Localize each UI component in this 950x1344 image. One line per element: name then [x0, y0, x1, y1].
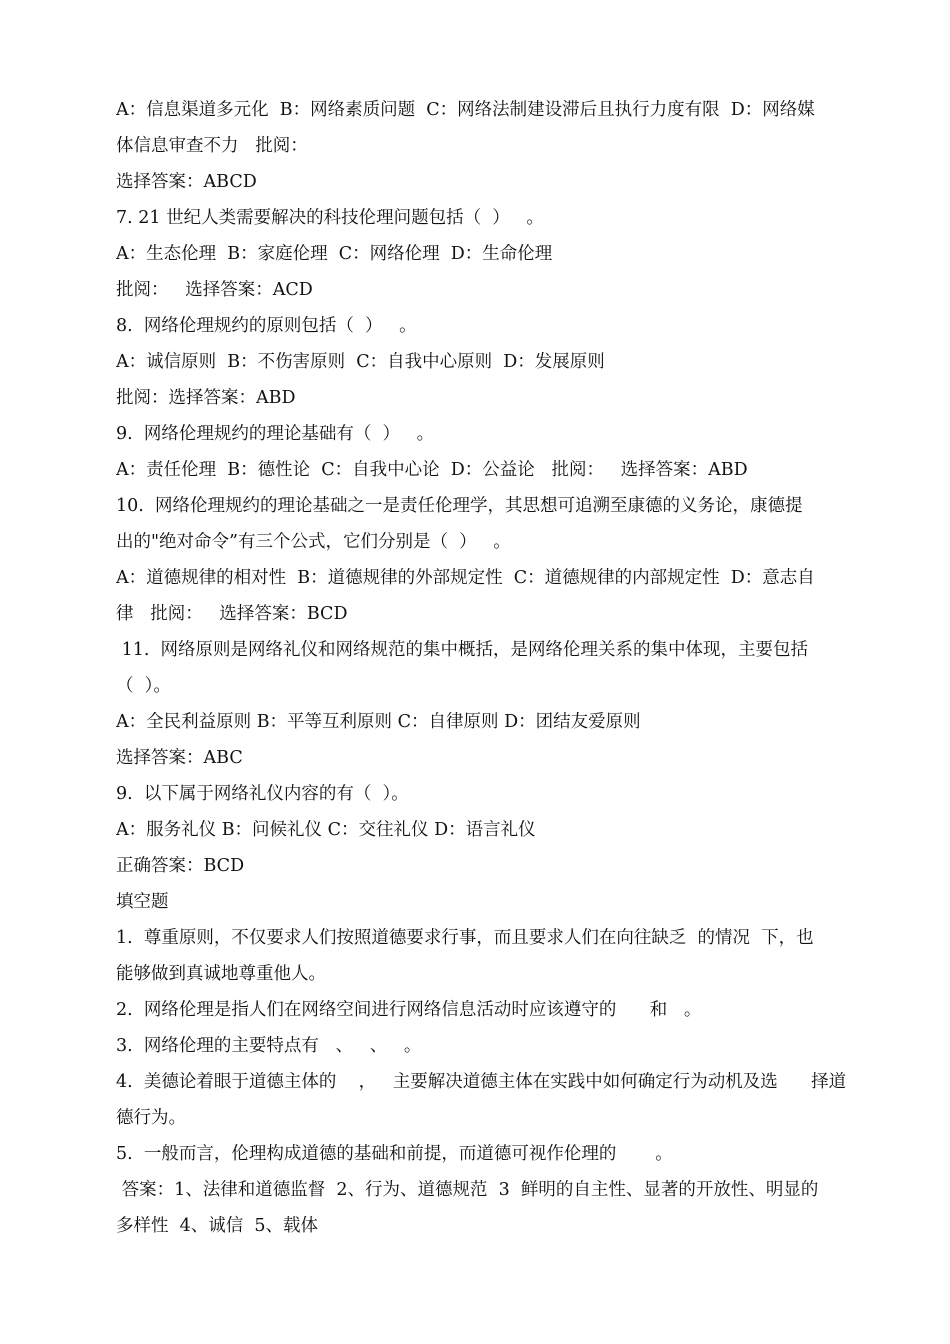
- text-line: A：服务礼仪 B：问候礼仪 C：交往礼仪 D：语言礼仪: [116, 820, 536, 840]
- document-body: [116, 92, 864, 1244]
- text-line: 律 批阅： 选择答案：BCD: [116, 604, 348, 624]
- fill-question-5: 5. 一般而言，伦理构成道德的基础和前提，而道德可视作伦理的 。: [116, 1144, 673, 1164]
- fill-question-1: 1. 尊重原则，不仅要求人们按照道德要求行事，而且要求人们在向往缺乏 的情况 下，也: [116, 928, 814, 948]
- text-line: 选择答案：ABCD: [116, 172, 257, 192]
- question-10: 10. 网络伦理规约的理论基础之一是责任伦理学，其思想可追溯至康德的义务论，康德提: [116, 496, 803, 516]
- text-line: 多样性 4、诚信 5、载体: [116, 1216, 319, 1236]
- text-line: A：诚信原则 B：不伤害原则 C：自我中心原则 D：发展原则: [116, 352, 605, 372]
- text-line: 出的"绝对命令”有三个公式，它们分别是（ ） 。: [116, 532, 511, 552]
- text-line: A：生态伦理 B：家庭伦理 C：网络伦理 D：生命伦理: [116, 244, 553, 264]
- question-9: 9. 网络伦理规约的理论基础有（ ） 。: [116, 424, 435, 444]
- question-8: 8. 网络伦理规约的原则包括（ ） 。: [116, 316, 417, 336]
- section-heading: 填空题: [116, 892, 169, 912]
- fill-question-2: 2. 网络伦理是指人们在网络空间进行网络信息活动时应该遵守的 和 。: [116, 1000, 702, 1020]
- text-line: 体信息审查不力 批阅：: [116, 136, 308, 156]
- text-line: （ ）。: [116, 676, 171, 696]
- question-9b: 9. 以下属于网络礼仪内容的有（ ）。: [116, 784, 409, 804]
- question-11: 11. 网络原则是网络礼仪和网络规范的集中概括，是网络伦理关系的集中体现，主要包括: [116, 640, 809, 660]
- text-line: 正确答案：BCD: [116, 856, 245, 876]
- text-line: A：全民利益原则 B：平等互利原则 C：自律原则 D：团结友爱原则: [116, 712, 641, 732]
- fill-question-3: 3. 网络伦理的主要特点有 、 、 。: [116, 1036, 422, 1056]
- text-line: A：道德规律的相对性 B：道德规律的外部规定性 C：道德规律的内部规定性 D：意志自: [116, 568, 815, 588]
- text-line: 批阅：选择答案：ABD: [116, 388, 296, 408]
- text-line: 选择答案：ABC: [116, 748, 243, 768]
- fill-question-4: 4. 美德论着眼于道德主体的 ， 主要解决道德主体在实践中如何确定行为动机及选 择道: [116, 1072, 847, 1092]
- text-line: 批阅： 选择答案：ACD: [116, 280, 313, 300]
- text-line: 德行为。: [116, 1108, 186, 1128]
- text-line: 能够做到真诚地尊重他人。: [116, 964, 326, 984]
- answer-line: 答案：1、法律和道德监督 2、行为、道德规范 3 鲜明的自主性、显著的开放性、明显的: [116, 1180, 819, 1200]
- text-line: A：责任伦理 B：德性论 C：自我中心论 D：公益论 批阅： 选择答案：ABD: [116, 460, 748, 480]
- question-7: 7. 21 世纪人类需要解决的科技伦理问题包括（ ） 。: [116, 208, 544, 228]
- text-line: A：信息渠道多元化 B：网络素质问题 C：网络法制建设滞后且执行力度有限 D：网络媒: [116, 100, 815, 120]
